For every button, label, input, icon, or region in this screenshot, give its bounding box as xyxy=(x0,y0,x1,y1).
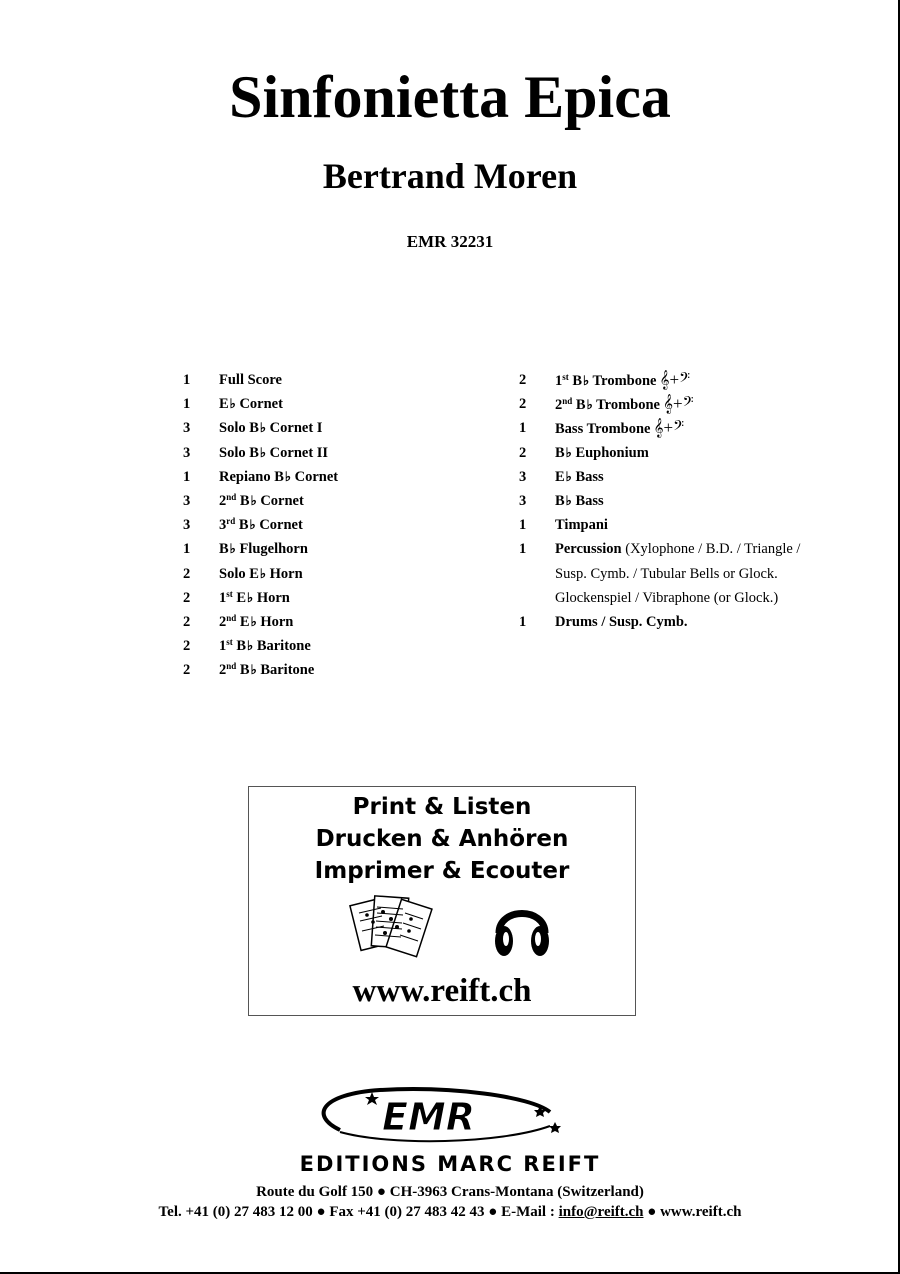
instrument-quantity: 3 xyxy=(183,493,191,509)
instrument-name xyxy=(219,368,282,392)
contact-phone-fax: Tel. +41 (0) 27 483 12 00 ● Fax +41 (0) 27 483 42 43 ● E-Mail : xyxy=(158,1204,559,1220)
instrument-left-row xyxy=(183,368,513,392)
instrument-name xyxy=(219,416,322,440)
instrument-label: 1st B♭ Baritone xyxy=(219,637,311,655)
instrument-left-row xyxy=(183,562,513,586)
instrument-label: Full Score xyxy=(219,372,282,388)
instrument-name xyxy=(219,465,338,489)
instrument-quantity: 1 xyxy=(183,372,191,388)
instrument-right-row xyxy=(519,392,849,416)
instrument-left-row xyxy=(183,489,513,513)
instrument-label: Solo E♭ Horn xyxy=(219,565,303,582)
instrument-right-row xyxy=(519,610,849,634)
instrument-name xyxy=(219,658,314,682)
instrument-left-row xyxy=(183,610,513,634)
instrument-right-row xyxy=(519,368,849,392)
instrument-quantity: 1 xyxy=(519,517,527,534)
instrument-left-row xyxy=(183,537,513,561)
instrument-quantity: 3 xyxy=(519,468,527,485)
instrument-right-row xyxy=(519,441,849,465)
clef-icons: 𝄞+𝄢 xyxy=(659,370,691,389)
instrument-quantity: 3 xyxy=(183,420,191,437)
instrument-name xyxy=(219,586,290,610)
print-listen-box[interactable] xyxy=(248,786,636,1016)
instrument-name xyxy=(555,610,688,634)
instrument-name xyxy=(219,610,293,634)
instrument-name xyxy=(555,416,684,441)
promo-url-link[interactable]: www.reift.ch xyxy=(352,973,532,1009)
clef-icons: 𝄞+𝄢 xyxy=(653,418,685,438)
instrument-label: Drums / Susp. Cymb. xyxy=(555,614,688,630)
instrument-label: 2nd B♭ Baritone xyxy=(219,661,315,679)
contact-website: ● www.reift.ch xyxy=(643,1204,742,1220)
instrument-left-row xyxy=(183,634,513,658)
instrument-quantity: 2 xyxy=(519,396,527,413)
instrument-quantity: 2 xyxy=(519,372,527,388)
instrument-quantity: 2 xyxy=(183,565,191,582)
clef-icons: 𝄞+𝄢 xyxy=(662,394,694,414)
instrument-name xyxy=(555,489,604,513)
instrument-quantity: 1 xyxy=(183,468,191,485)
instrument-label: 1st B♭ Trombone xyxy=(555,372,657,389)
instrument-name xyxy=(219,513,303,537)
instrument-right-row xyxy=(519,513,849,537)
emr-logo xyxy=(300,1086,600,1148)
instrument-left-row xyxy=(183,465,513,489)
instrument-label: 3rd B♭ Cornet xyxy=(219,516,303,534)
instrument-name xyxy=(219,441,328,465)
instrument-label: 2nd B♭ Cornet xyxy=(219,492,304,509)
emr-logo-graphic xyxy=(300,1086,600,1148)
instrument-right-continuation xyxy=(519,586,849,610)
instrument-quantity: 2 xyxy=(183,589,191,606)
instrument-left-row xyxy=(183,658,513,682)
instrument-name xyxy=(555,513,608,537)
instrument-detail: (Xylophone / B.D. / Triangle / xyxy=(621,541,801,558)
publisher-address: Route du Golf 150 ● CH-3963 Crans-Montana (Switzerland) xyxy=(256,1184,644,1200)
instrument-label: Timpani xyxy=(555,517,608,534)
instrument-name xyxy=(555,441,649,465)
instrument-right-row xyxy=(519,489,849,513)
instrument-right-row xyxy=(519,465,849,489)
instrument-label: Repiano B♭ Cornet xyxy=(219,468,339,485)
instrument-right-continuation xyxy=(519,562,849,586)
instrument-label: E♭ Cornet xyxy=(219,396,283,413)
instrument-quantity: 1 xyxy=(519,541,527,558)
instrument-detail: Glockenspiel / Vibraphone (or Glock.) xyxy=(555,589,779,606)
instrument-label: B♭ Bass xyxy=(555,493,604,509)
instrument-label: Solo B♭ Cornet I xyxy=(219,420,323,437)
instrument-name xyxy=(555,392,694,417)
composer-name: Bertrand Moren xyxy=(322,156,578,196)
instrument-label: 2nd E♭ Horn xyxy=(219,613,294,630)
instrument-label: Solo B♭ Cornet II xyxy=(219,444,329,461)
instrument-label: 1st E♭ Horn xyxy=(219,588,290,606)
instrument-name xyxy=(555,537,800,561)
instrument-label: B♭ Euphonium xyxy=(555,444,649,461)
instrument-left-row xyxy=(183,392,513,416)
instrument-name xyxy=(219,562,303,586)
piece-title: Sinfonietta Epica xyxy=(229,64,671,130)
instrument-name xyxy=(219,537,308,561)
instrument-label: Percussion xyxy=(555,541,622,558)
publisher-contact xyxy=(0,1202,900,1222)
catalog-number: EMR 32231 xyxy=(406,232,494,251)
instrument-label: E♭ Bass xyxy=(555,468,604,485)
instrument-quantity: 1 xyxy=(519,614,527,630)
instrument-quantity: 2 xyxy=(183,662,191,679)
instrument-name xyxy=(555,368,690,393)
instrument-left-row xyxy=(183,586,513,610)
instrument-name xyxy=(219,489,304,513)
promo-line-german: Drucken & Anhören xyxy=(315,826,569,852)
instrument-name xyxy=(219,634,311,658)
instrument-quantity: 2 xyxy=(183,638,191,655)
instrument-left-row xyxy=(183,416,513,440)
instrument-left-row xyxy=(183,441,513,465)
headphones-icon xyxy=(487,893,557,963)
instrument-right-row xyxy=(519,416,849,440)
instrument-label: Bass Trombone xyxy=(555,421,651,438)
instrument-name xyxy=(219,392,283,416)
sheet-music-icon xyxy=(349,891,439,967)
instrument-detail: Susp. Cymb. / Tubular Bells or Glock. xyxy=(555,565,778,582)
promo-icons xyxy=(249,887,635,971)
instrument-name xyxy=(555,465,604,489)
instrument-quantity: 1 xyxy=(183,541,191,558)
instrument-left-row xyxy=(183,513,513,537)
email-link[interactable]: info@reift.ch xyxy=(558,1204,644,1220)
instrument-quantity: 2 xyxy=(519,444,527,461)
instrument-quantity: 3 xyxy=(519,493,527,509)
instrument-quantity: 1 xyxy=(519,420,527,437)
instrument-label: B♭ Flugelhorn xyxy=(219,541,308,558)
publisher-name: EDITIONS MARC REIFT xyxy=(299,1152,601,1176)
instrument-right-row xyxy=(519,537,849,561)
instrument-quantity: 2 xyxy=(183,614,191,630)
promo-line-french: Imprimer & Ecouter xyxy=(314,858,570,884)
instrument-quantity: 1 xyxy=(183,396,191,413)
instrument-label: 2nd B♭ Trombone xyxy=(555,396,660,414)
instrument-quantity: 3 xyxy=(183,444,191,461)
instrument-quantity: 3 xyxy=(183,517,191,534)
emr-logo-text: EMR xyxy=(382,1095,476,1139)
promo-line-english: Print & Listen xyxy=(352,794,532,820)
